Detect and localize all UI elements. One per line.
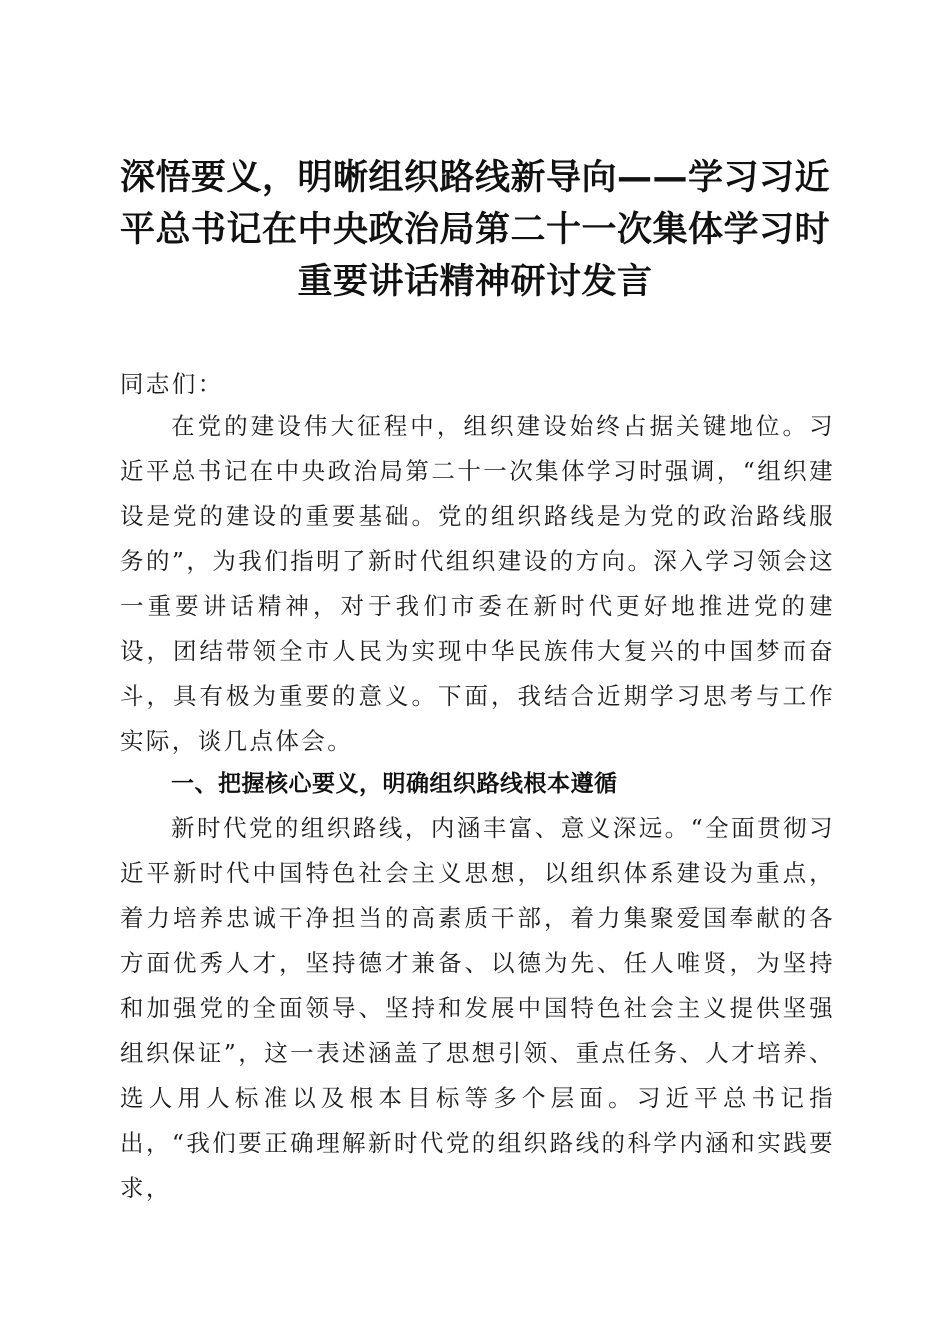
- document-title: [110, 152, 840, 308]
- title-line-2: 平总书记在中央政治局第二十一次集体学习时: [119, 210, 830, 250]
- title-line-1: 深悟要义，明晰组织路线新导向——学习习近: [119, 158, 830, 198]
- paragraph-section-1: 新时代党的组织路线，内涵丰富、意义深远。“全面贯彻习近平新时代中国特色社会主义思想，以组织体系建设为重点，着力培养忠诚干净担当的高素质干部，着力集聚爱国奉献的各方面优秀人才，坚持德才兼备、以德为先、任人唯贤，为坚持和加强党的全面领导、坚持和发展中国特色社会主义提供坚强组织保证”，这一表述涵盖了思想引领、重点任务、人才培养、选人用人标准以及根本目标等多个层面。习近平总书记指出，“我们要正确理解新时代党的组织路线的科学内涵和实践要求，: [120, 814, 835, 1202]
- salutation: 同志们：: [120, 370, 224, 398]
- section-heading-1: 一、把握核心要义，明确组织路线根本遵循: [171, 771, 618, 797]
- title-line-3: 重要讲话精神研讨发言: [297, 262, 653, 302]
- paragraph-intro: 在党的建设伟大征程中，组织建设始终占据关键地位。习近平总书记在中央政治局第二十一次集体学习时强调，“组织建设是党的建设的重要基础。党的组织路线是为党的政治路线服务的”，为我们指明了新时代组织建设的方向。深入学习领会这一重要讲话精神，对于我们市委在新时代更好地推进党的建设，团结带领全市人民为实现中华民族伟大复兴的中国梦而奋斗，具有极为重要的意义。下面，我结合近期学习思考与工作实际，谈几点体会。: [120, 412, 835, 755]
